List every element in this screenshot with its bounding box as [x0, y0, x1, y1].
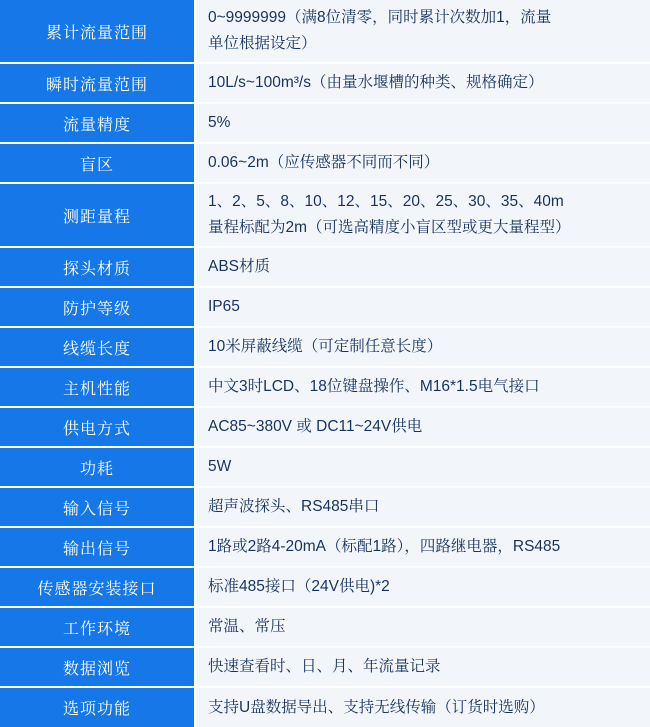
spec-value-line: 10米屏蔽线缆（可定制任意长度） [208, 338, 443, 356]
spec-value-cell [195, 447, 650, 487]
spec-label-cell: 主机性能 [0, 367, 195, 407]
spec-label-cell: 传感器安装接口 [0, 567, 195, 607]
table-row [0, 103, 650, 143]
table-row [0, 367, 650, 407]
spec-value-line: 10L/s~100m³/s（由量水堰槽的种类、规格确定） [208, 74, 544, 92]
spec-value-cell [195, 183, 650, 247]
table-row [0, 527, 650, 567]
spec-label-cell: 防护等级 [0, 287, 195, 327]
table-row [0, 407, 650, 447]
table-row [0, 647, 650, 687]
spec-value-line: 1路或2路4-20mA（标配1路），四路继电器，RS485 [208, 538, 561, 556]
spec-label-cell: 输入信号 [0, 487, 195, 527]
spec-value-line: 中文3时LCD、18位键盘操作、M16*1.5电气接口 [208, 378, 540, 396]
table-row [0, 287, 650, 327]
spec-value-cell [195, 0, 650, 63]
table-row [0, 327, 650, 367]
table-row [0, 567, 650, 607]
spec-label-cell: 数据浏览 [0, 647, 195, 687]
spec-value-cell [195, 63, 650, 103]
spec-value-line: 快速查看时、日、月、年流量记录 [208, 658, 441, 676]
spec-label-cell: 盲区 [0, 143, 195, 183]
spec-value-line: IP65 [208, 298, 240, 316]
table-row [0, 0, 650, 63]
spec-value-cell [195, 687, 650, 727]
spec-value-cell [195, 407, 650, 447]
spec-value-line: AC85~380V 或 DC11~24V供电 [208, 418, 423, 436]
spec-value-line: 超声波探头、RS485串口 [208, 498, 380, 516]
table-row [0, 247, 650, 287]
spec-value-line: 标准485接口（24V供电)*2 [208, 578, 390, 596]
spec-label-cell: 输出信号 [0, 527, 195, 567]
spec-label-cell: 瞬时流量范围 [0, 63, 195, 103]
spec-value-line: 常温、常压 [208, 618, 286, 636]
spec-label-cell: 测距量程 [0, 183, 195, 247]
spec-value-line: 单位根据设定） [208, 35, 317, 53]
spec-value-cell [195, 143, 650, 183]
table-row [0, 607, 650, 647]
spec-value-cell [195, 103, 650, 143]
spec-value-line: 5W [208, 458, 232, 476]
spec-value-cell [195, 287, 650, 327]
spec-value-line: 0.06~2m（应传感器不同而不同） [208, 154, 440, 172]
spec-value-line: 支持U盘数据导出、支持无线传输（订货时选购） [208, 698, 545, 716]
spec-value-line: ABS材质 [208, 258, 271, 276]
spec-label-cell: 工作环境 [0, 607, 195, 647]
spec-value-line: 1、2、5、8、10、12、15、20、25、30、35、40m [208, 193, 564, 211]
table-row [0, 447, 650, 487]
spec-value-line: 0~9999999（满8位清零，同时累计次数加1，流量 [208, 9, 552, 26]
spec-value-line: 5% [208, 114, 231, 132]
spec-value-cell [195, 367, 650, 407]
table-row [0, 687, 650, 727]
spec-label-cell: 功耗 [0, 447, 195, 487]
spec-label-cell: 探头材质 [0, 247, 195, 287]
spec-label-cell: 选项功能 [0, 687, 195, 727]
table-row [0, 183, 650, 247]
table-row [0, 143, 650, 183]
table-row [0, 487, 650, 527]
spec-value-cell [195, 247, 650, 287]
spec-label-cell: 流量精度 [0, 103, 195, 143]
spec-value-cell [195, 647, 650, 687]
spec-label-cell: 供电方式 [0, 407, 195, 447]
spec-label-cell: 累计流量范围 [0, 0, 195, 63]
spec-value-cell [195, 567, 650, 607]
spec-value-line: 量程标配为2m（可选高精度小盲区型或更大量程型） [208, 219, 571, 237]
spec-value-cell [195, 607, 650, 647]
spec-value-cell [195, 527, 650, 567]
spec-value-cell [195, 487, 650, 527]
table-row [0, 63, 650, 103]
spec-value-cell [195, 327, 650, 367]
spec-label-cell: 线缆长度 [0, 327, 195, 367]
